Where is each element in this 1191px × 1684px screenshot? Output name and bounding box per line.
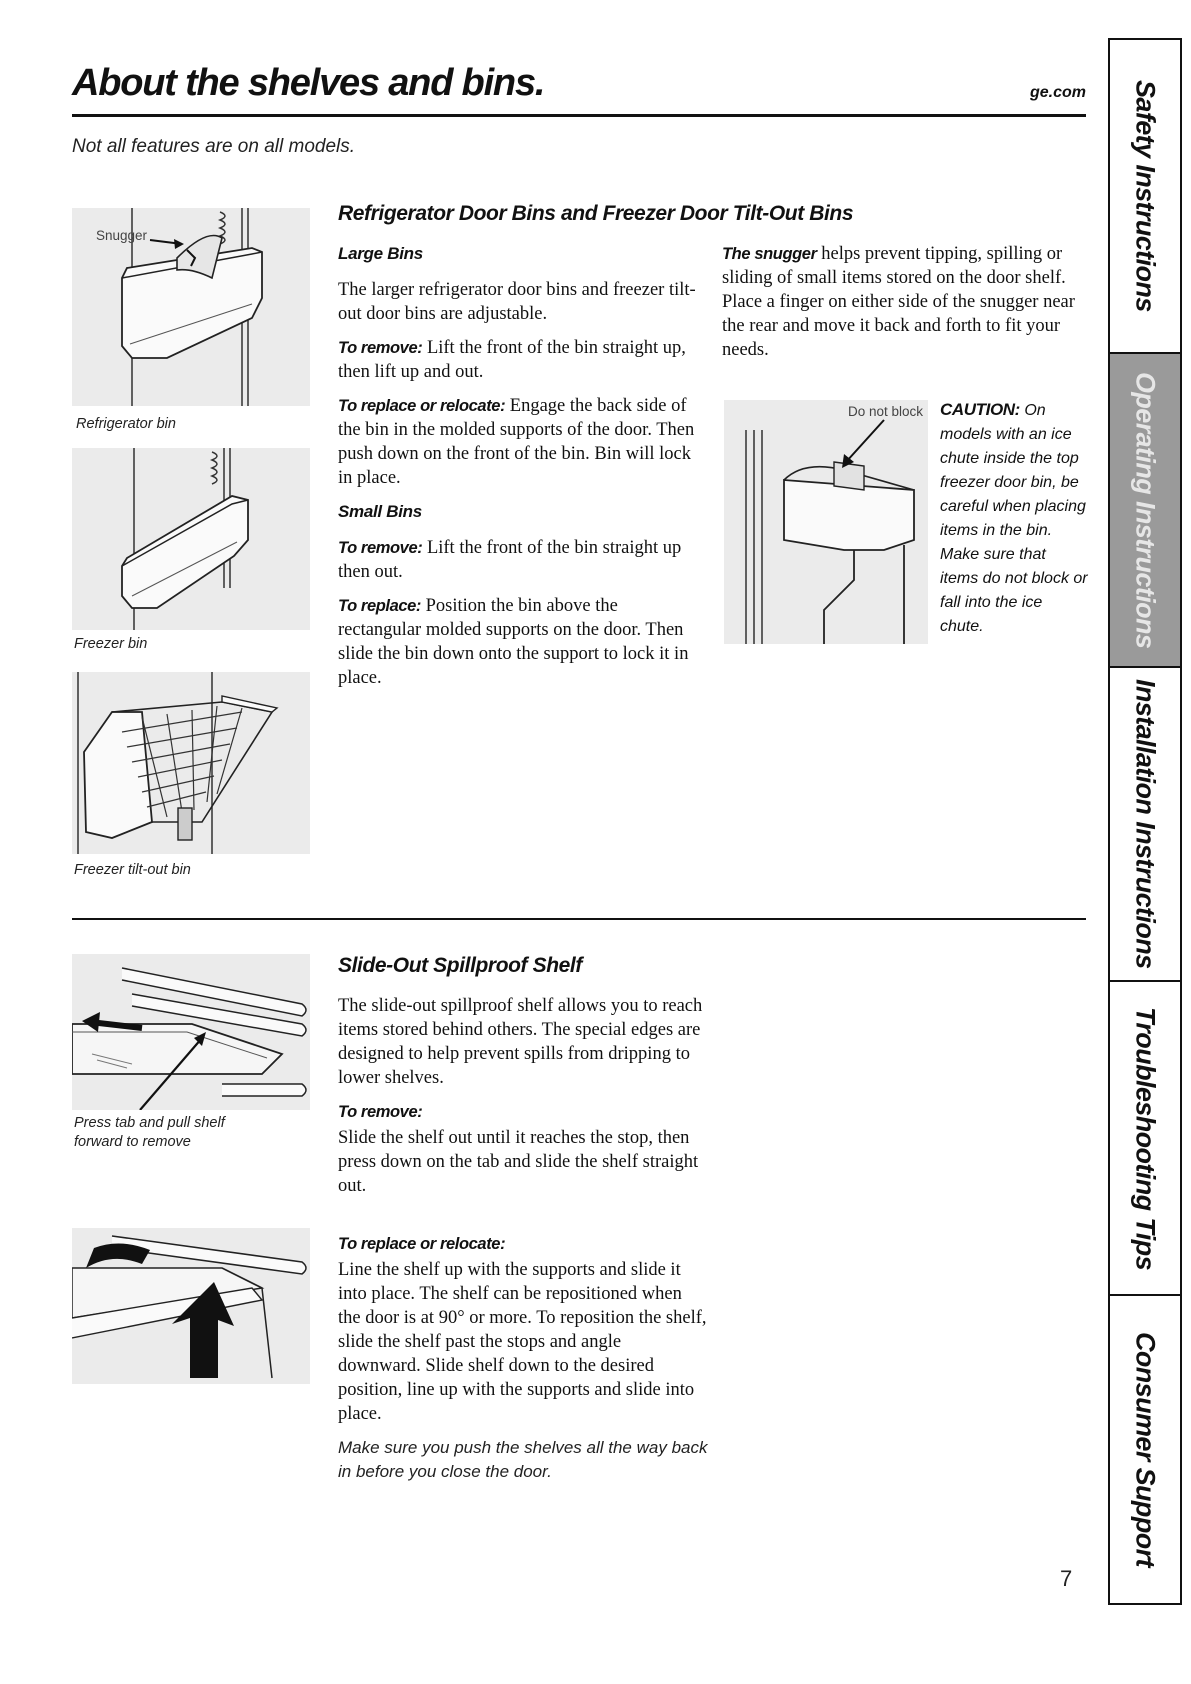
large-bins-remove-text: Lift the front of the bin straight up, then lift up and out. xyxy=(338,338,686,382)
door-bins-title: Refrigerator Door Bins and Freezer Door Tilt-Out Bins xyxy=(338,202,854,225)
small-bins-remove-text: Lift the front of the bin straight up then out. xyxy=(338,538,682,582)
refrigerator-bin-caption: Refrigerator bin xyxy=(76,416,176,432)
tab-label: Operating Instructions xyxy=(1130,371,1161,649)
spillproof-replace-column xyxy=(338,1232,708,1494)
spillproof-remove-lead: To remove: xyxy=(338,1103,423,1121)
snugger-column xyxy=(722,242,1088,372)
site-url[interactable]: ge.com xyxy=(1029,84,1086,101)
section-divider xyxy=(72,918,1086,920)
spillproof-replace-lead: To replace or relocate: xyxy=(338,1235,506,1253)
spillproof-replace-text: Line the shelf up with the supports and slide it into place. The shelf can be repositioned when the door is at 90° or more. To reposition the shelf, slide the shelf past the stops and angle downward. Slide shelf down to the desired position, line up with the supports and slide into place. xyxy=(338,1260,707,1424)
large-bins-replace-text: Engage the back side of the bin in the molded supports of the door. Then push down on the front of the bin. Bin will lock in place. xyxy=(338,396,695,488)
tilt-out-bin-caption: Freezer tilt-out bin xyxy=(74,862,191,878)
large-bins-intro: The larger refrigerator door bins and freezer tilt-out door bins are adjustable. xyxy=(338,280,696,324)
replace-shelf-illustration xyxy=(72,1228,310,1384)
caution-note xyxy=(940,398,1088,639)
freezer-bin-caption: Freezer bin xyxy=(74,636,148,652)
tab-consumer-support[interactable] xyxy=(1110,1296,1180,1603)
page-title: About the shelves and bins. xyxy=(72,62,545,104)
snugger-callout: Snugger xyxy=(96,228,148,243)
small-bins-replace-lead: To replace: xyxy=(338,597,422,615)
spillproof-title: Slide-Out Spillproof Shelf xyxy=(338,954,582,977)
small-bins-replace-text: Position the bin above the rectangular molded supports on the door. Then slide the bin down onto the support to lock it in place. xyxy=(338,596,689,688)
tab-label: Troubleshooting Tips xyxy=(1130,1006,1161,1270)
tilt-out-bin-illustration xyxy=(72,672,310,854)
tab-label: Safety Instructions xyxy=(1130,80,1161,312)
pull-shelf-caption xyxy=(74,1114,225,1152)
large-bins-heading: Large Bins xyxy=(338,244,423,263)
title-rule xyxy=(72,114,1086,117)
small-bins-replace xyxy=(338,594,698,690)
page-subtitle: Not all features are on all models. xyxy=(72,136,356,157)
pull-shelf-illustration xyxy=(72,954,310,1110)
large-bins-column xyxy=(338,242,698,700)
tab-label: Installation Instructions xyxy=(1130,679,1161,969)
refrigerator-bin-illustration xyxy=(72,208,310,406)
pull-shelf-caption-line2: forward to remove xyxy=(74,1134,191,1150)
tab-troubleshooting-tips[interactable] xyxy=(1110,982,1180,1296)
tab-installation-instructions[interactable] xyxy=(1110,668,1180,982)
spillproof-intro: The slide-out spillproof shelf allows you to reach items stored behind others. The special edges are designed to help prevent spills from dripping to lower shelves. xyxy=(338,996,703,1088)
snugger-lead: The snugger xyxy=(722,245,817,263)
tab-operating-instructions[interactable] xyxy=(1110,354,1180,668)
small-bins-heading: Small Bins xyxy=(338,502,422,521)
do-not-block-callout: Do not block xyxy=(848,404,924,419)
large-bins-remove-lead: To remove: xyxy=(338,339,423,357)
tab-label: Consumer Support xyxy=(1130,1332,1161,1567)
spillproof-note: Make sure you push the shelves all the way back in before you close the door. xyxy=(338,1438,708,1481)
caution-text: On models with an ice chute inside the top freezer door bin, be careful when placing items in the bin. Make sure that items do not block or fall into the ice chute. xyxy=(940,402,1088,635)
ice-chute-illustration xyxy=(724,400,928,644)
caution-lead: CAUTION: xyxy=(940,400,1020,419)
page-number: 7 xyxy=(1060,1566,1073,1591)
large-bins-replace xyxy=(338,394,698,490)
pull-shelf-caption-line1: Press tab and pull shelf xyxy=(74,1115,225,1131)
large-bins-remove xyxy=(338,336,698,384)
freezer-bin-illustration xyxy=(72,448,310,630)
snugger-text: helps prevent tipping, spilling or sliding of small items stored on the door shelf. Place a finger on either side of the snugger near the rear and move it back and forth to fit your needs. xyxy=(722,244,1075,360)
large-bins-replace-lead: To replace or relocate: xyxy=(338,397,506,415)
spillproof-column xyxy=(338,994,708,1208)
tab-safety-instructions[interactable] xyxy=(1110,40,1180,354)
section-tabs xyxy=(1108,38,1182,1605)
snugger-paragraph xyxy=(722,242,1088,362)
small-bins-remove-lead: To remove: xyxy=(338,539,423,557)
spillproof-remove-text: Slide the shelf out until it reaches the stop, then press down on the tab and slide the shelf straight out. xyxy=(338,1128,699,1196)
small-bins-remove xyxy=(338,536,698,584)
